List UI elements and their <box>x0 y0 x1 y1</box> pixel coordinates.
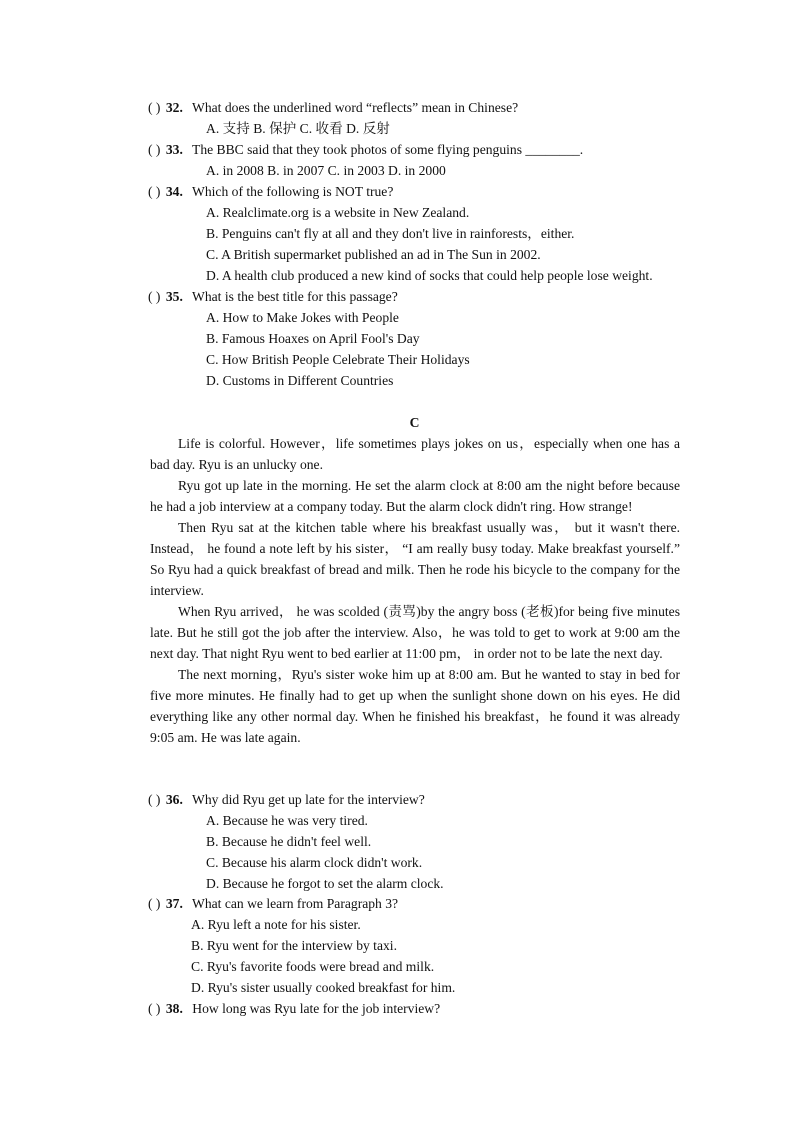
passage-paragraph-1: Life is colorful. However，life sometimes plays jokes on us，especially when one has a bad day. Ryu is an unlucky one. <box>150 436 680 472</box>
question-number: 35. <box>165 289 183 304</box>
question-number: 37. <box>165 896 183 911</box>
q36-option-b: B. Because he didn't feel well. <box>206 834 372 849</box>
question-number: 34. <box>165 184 183 199</box>
question-37 <box>148 893 398 914</box>
question-text: Why did Ryu get up late for the interview? <box>192 792 425 807</box>
passage-paragraph-5: The next morning，Ryu's sister woke him up at 8:00 am. But he wanted to stay in bed for five more minutes. He finally had to get up when the sunlight shone down on his eyes. He did everything like any other normal day. When he finished his breakfast，he found it was already 9:05 am. He was late again. <box>150 667 680 745</box>
answer-blank: ( ) <box>148 896 161 911</box>
question-32 <box>148 97 518 118</box>
question-38 <box>148 998 440 1019</box>
question-35 <box>148 286 398 307</box>
question-number: 38. <box>165 1001 183 1016</box>
q37-option-a: A. Ryu left a note for his sister. <box>191 917 361 932</box>
question-text: How long was Ryu late for the job interview? <box>192 1001 441 1016</box>
question-number: 32. <box>165 100 183 115</box>
q32-options: A. 支持 B. 保护 C. 收看 D. 反射 <box>206 121 390 136</box>
q37-option-b: B. Ryu went for the interview by taxi. <box>191 938 397 953</box>
q37-option-c: C. Ryu's favorite foods were bread and milk. <box>191 959 435 974</box>
q34-option-b: B. Penguins can't fly at all and they don't live in rainforests，either. <box>206 226 575 241</box>
question-36 <box>148 789 425 810</box>
q35-option-c: C. How British People Celebrate Their Holidays <box>206 352 470 367</box>
q33-options: A. in 2008 B. in 2007 C. in 2003 D. in 2000 <box>206 163 446 178</box>
q36-option-a: A. Because he was very tired. <box>206 813 368 828</box>
question-number: 36. <box>165 792 183 807</box>
question-text: What can we learn from Paragraph 3? <box>192 896 399 911</box>
question-text: The BBC said that they took photos of some flying penguins ________. <box>192 142 584 157</box>
question-text: What is the best title for this passage? <box>192 289 398 304</box>
q35-option-b: B. Famous Hoaxes on April Fool's Day <box>206 331 420 346</box>
q35-option-d: D. Customs in Different Countries <box>206 373 394 388</box>
q36-option-c: C. Because his alarm clock didn't work. <box>206 855 423 870</box>
answer-blank: ( ) <box>148 289 161 304</box>
reading-passage <box>150 433 680 748</box>
q36-option-d: D. Because he forgot to set the alarm clock. <box>206 876 444 891</box>
passage-paragraph-3: Then Ryu sat at the kitchen table where his breakfast usually was， but it wasn't there. Instead， he found a note left by his sister， “I am really busy today. Make breakfast yourself.” So Ryu had a quick breakfast of bread and milk. Then he rode his bicycle to the company for the interview. <box>150 520 680 598</box>
question-34 <box>148 181 393 202</box>
question-text: Which of the following is NOT true? <box>192 184 394 199</box>
answer-blank: ( ) <box>148 184 161 199</box>
answer-blank: ( ) <box>148 792 161 807</box>
q34-option-a: A. Realclimate.org is a website in New Zealand. <box>206 205 470 220</box>
q35-option-a: A. How to Make Jokes with People <box>206 310 399 325</box>
answer-blank: ( ) <box>148 1001 161 1016</box>
answer-blank: ( ) <box>148 100 161 115</box>
question-number: 33. <box>165 142 183 157</box>
q34-option-c: C. A British supermarket published an ad in The Sun in 2002. <box>206 247 541 262</box>
passage-paragraph-2: Ryu got up late in the morning. He set the alarm clock at 8:00 am the night before because he had a job interview at a company today. But the alarm clock didn't ring. How strange! <box>150 478 680 514</box>
section-heading: C <box>409 415 420 430</box>
answer-blank: ( ) <box>148 142 161 157</box>
q34-option-d: D. A health club produced a new kind of socks that could help people lose weight. <box>206 268 653 283</box>
q37-option-d: D. Ryu's sister usually cooked breakfast for him. <box>191 980 456 995</box>
question-text: What does the underlined word “reflects” mean in Chinese? <box>192 100 519 115</box>
question-33 <box>148 139 583 160</box>
passage-paragraph-4: When Ryu arrived， he was scolded (责骂)by the angry boss (老板)for being five minutes late. But he still got the job after the interview. Also，he was told to get to work at 9:00 am the next day. That night Ryu went to bed earlier at 11:00 pm， in order not to be late the next day. <box>150 604 680 661</box>
